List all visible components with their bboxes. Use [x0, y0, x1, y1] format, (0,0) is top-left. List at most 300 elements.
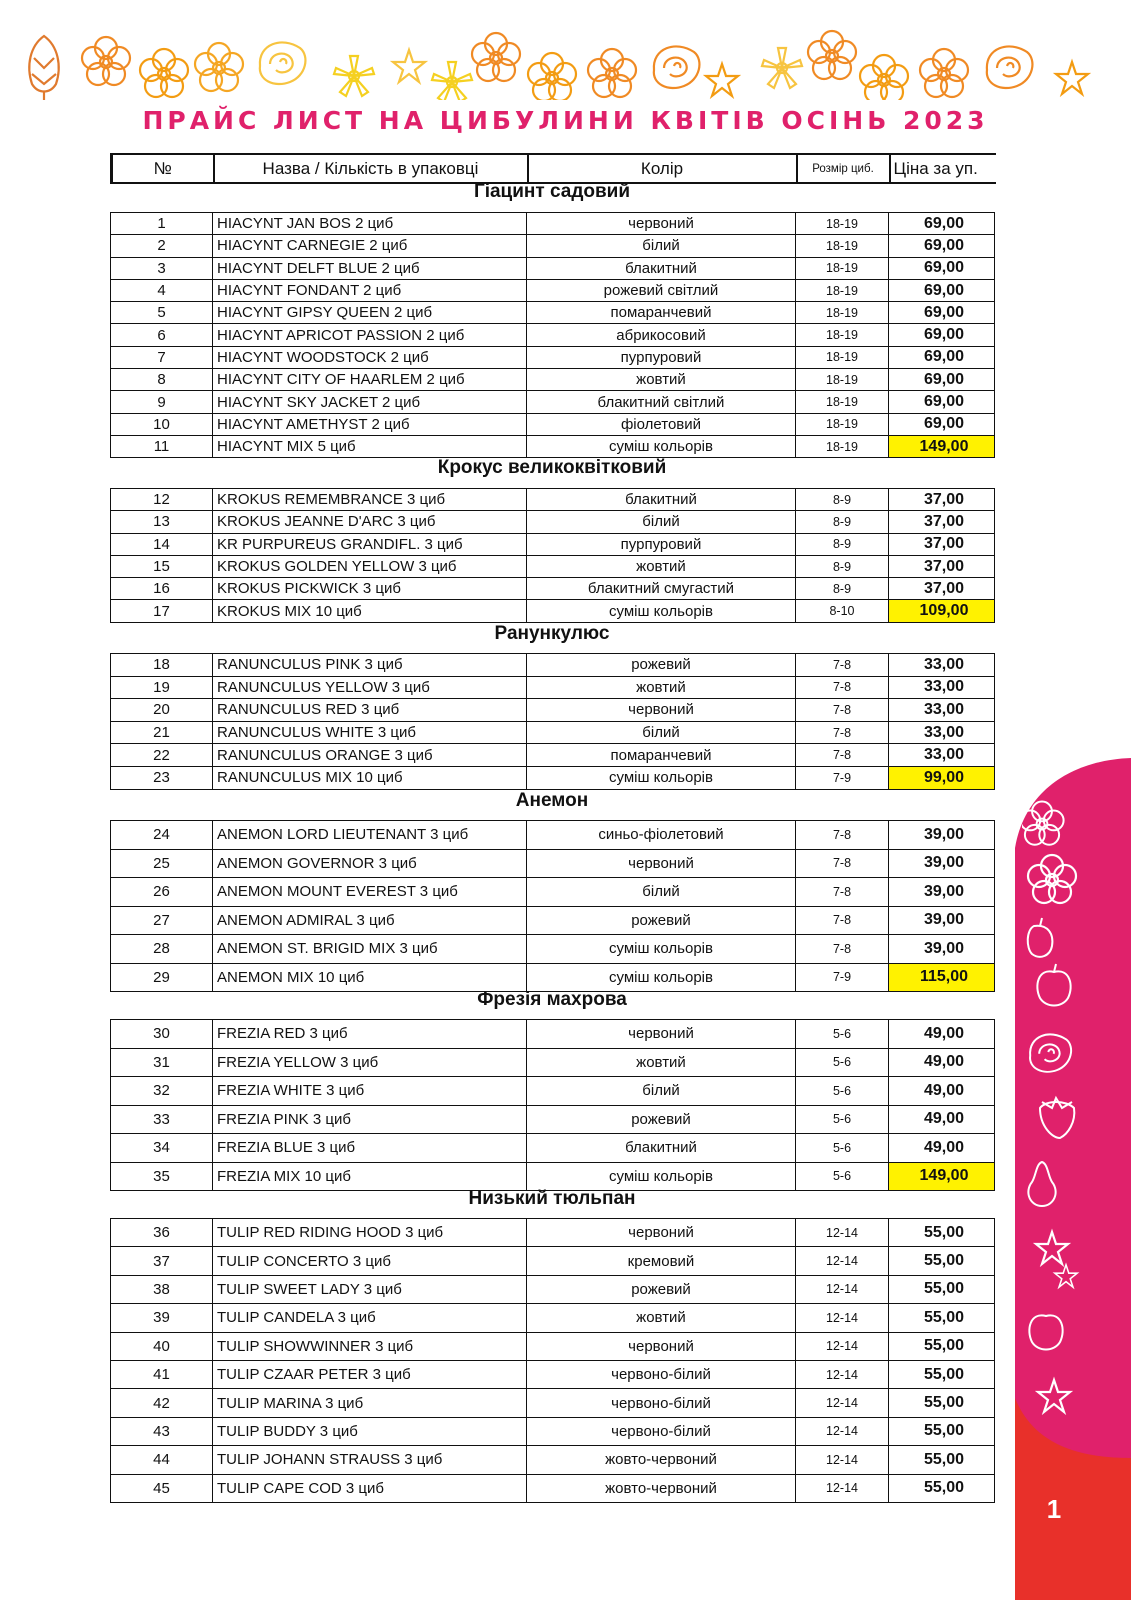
row-size: 18-19: [796, 324, 889, 346]
row-size: 12-14: [796, 1219, 889, 1247]
row-price: 39,00: [889, 821, 995, 850]
row-num: 28: [111, 935, 213, 964]
row-price: 37,00: [889, 533, 995, 555]
row-size: 8-9: [796, 578, 889, 600]
table-row: [111, 676, 995, 699]
row-price: 37,00: [889, 511, 995, 533]
section-title: Крокус великоквітковий: [437, 457, 667, 478]
table-row: [111, 391, 995, 413]
row-size: 5-6: [796, 1048, 889, 1077]
row-price-highlight: 115,00: [889, 963, 995, 992]
table-row: [111, 1275, 995, 1303]
row-size: 12-14: [796, 1389, 889, 1417]
row-color: білий: [527, 878, 796, 907]
flower-border: [14, 22, 1114, 100]
table-row: [111, 878, 995, 907]
row-name: TULIP BUDDY 3 циб: [213, 1417, 527, 1445]
row-name: KROKUS PICKWICK 3 циб: [213, 578, 527, 600]
row-size: 5-6: [796, 1077, 889, 1106]
row-color: суміш кольорів: [527, 600, 796, 622]
row-color: червоний: [527, 1219, 796, 1247]
row-name: RANUNCULUS ORANGE 3 циб: [213, 744, 527, 767]
row-color: жовтий: [527, 555, 796, 577]
row-name: FREZIA WHITE 3 циб: [213, 1077, 527, 1106]
row-color: червоний: [527, 1332, 796, 1360]
section-title: Анемон: [515, 790, 589, 811]
row-name: HIACYNT CITY OF HAARLEM 2 циб: [213, 369, 527, 391]
row-name: TULIP JOHANN STRAUSS 3 циб: [213, 1446, 527, 1474]
row-name: KROKUS GOLDEN YELLOW 3 циб: [213, 555, 527, 577]
row-color: блакитний: [527, 1134, 796, 1163]
row-name: RANUNCULUS RED 3 циб: [213, 699, 527, 722]
header-price: Ціна за уп.: [890, 154, 996, 183]
row-name: ANEMON LORD LIEUTENANT 3 циб: [213, 821, 527, 850]
flower-icon: [82, 37, 130, 85]
row-size: 18-19: [796, 235, 889, 257]
row-num: 45: [111, 1474, 213, 1502]
row-name: ANEMON ST. BRIGID MIX 3 циб: [213, 935, 527, 964]
row-color: абрикосовий: [527, 324, 796, 346]
rose-icon: [1030, 1034, 1071, 1071]
table-row: [111, 302, 995, 324]
row-color: червоний: [527, 1020, 796, 1049]
table-row: [111, 849, 995, 878]
table-row: [111, 578, 995, 600]
row-name: HIACYNT JAN BOS 2 циб: [213, 213, 527, 235]
daffodil-icon: [762, 48, 802, 88]
row-price: 33,00: [889, 676, 995, 699]
header-color: Колір: [528, 154, 797, 183]
table-row: [111, 555, 995, 577]
row-name: FREZIA YELLOW 3 циб: [213, 1048, 527, 1077]
row-color: блакитний: [527, 489, 796, 511]
row-num: 29: [111, 963, 213, 992]
row-price: 39,00: [889, 849, 995, 878]
table-row: [111, 654, 995, 677]
table-row: [111, 1077, 995, 1106]
row-num: 30: [111, 1020, 213, 1049]
row-color: суміш кольорів: [527, 435, 796, 457]
rose-icon: [260, 42, 306, 84]
peony-icon: [920, 49, 968, 97]
row-price: 55,00: [889, 1304, 995, 1332]
row-price: 69,00: [889, 279, 995, 301]
row-num: 40: [111, 1332, 213, 1360]
row-color: помаранчевий: [527, 302, 796, 324]
table-row: [111, 1332, 995, 1360]
row-name: KR PURPUREUS GRANDIFL. 3 циб: [213, 533, 527, 555]
row-color: рожевий: [527, 654, 796, 677]
row-price: 33,00: [889, 744, 995, 767]
lily-icon: [1038, 1380, 1070, 1412]
row-size: 18-19: [796, 213, 889, 235]
row-price: 55,00: [889, 1332, 995, 1360]
row-size: 8-9: [796, 533, 889, 555]
row-size: 7-8: [796, 935, 889, 964]
table-row: [111, 511, 995, 533]
row-color: жовтий: [527, 1048, 796, 1077]
row-num: 44: [111, 1446, 213, 1474]
table-row: [111, 324, 995, 346]
row-color: червоно-білий: [527, 1389, 796, 1417]
table-row: [111, 1162, 995, 1191]
row-num: 38: [111, 1275, 213, 1303]
row-color: жовто-червоний: [527, 1474, 796, 1502]
row-size: 5-6: [796, 1162, 889, 1191]
row-price: 55,00: [889, 1275, 995, 1303]
row-num: 42: [111, 1389, 213, 1417]
row-num: 37: [111, 1247, 213, 1275]
hibiscus-icon: [1028, 855, 1076, 903]
row-size: 18-19: [796, 346, 889, 368]
row-color: білий: [527, 721, 796, 744]
row-size: 7-8: [796, 906, 889, 935]
price-table: [110, 1218, 995, 1503]
row-price: 55,00: [889, 1389, 995, 1417]
row-size: 18-19: [796, 369, 889, 391]
row-name: FREZIA BLUE 3 циб: [213, 1134, 527, 1163]
row-color: червоний: [527, 699, 796, 722]
row-color: суміш кольорів: [527, 766, 796, 789]
row-size: 5-6: [796, 1105, 889, 1134]
row-num: 10: [111, 413, 213, 435]
price-table: [110, 820, 995, 992]
row-num: 31: [111, 1048, 213, 1077]
row-size: 8-9: [796, 511, 889, 533]
row-name: TULIP CONCERTO 3 циб: [213, 1247, 527, 1275]
side-decoration: [1022, 800, 1092, 1440]
rose-icon: [987, 46, 1033, 88]
row-size: 7-9: [796, 963, 889, 992]
row-color: суміш кольорів: [527, 935, 796, 964]
row-color: червоно-білий: [527, 1360, 796, 1388]
row-num: 3: [111, 257, 213, 279]
row-num: 23: [111, 766, 213, 789]
row-color: червоний: [527, 213, 796, 235]
row-name: RANUNCULUS YELLOW 3 циб: [213, 676, 527, 699]
header-name: Назва / Кількість в упаковці: [214, 154, 528, 183]
row-num: 4: [111, 279, 213, 301]
row-size: 7-8: [796, 721, 889, 744]
section-title: Фрезія махрова: [477, 989, 627, 1010]
row-name: RANUNCULUS MIX 10 циб: [213, 766, 527, 789]
row-num: 41: [111, 1360, 213, 1388]
column-header: [110, 153, 996, 184]
row-size: 18-19: [796, 413, 889, 435]
table-row: [111, 1304, 995, 1332]
table-row: [111, 346, 995, 368]
row-name: FREZIA RED 3 циб: [213, 1020, 527, 1049]
row-num: 33: [111, 1105, 213, 1134]
row-color: жовто-червоний: [527, 1446, 796, 1474]
row-size: 5-6: [796, 1134, 889, 1163]
table-row: [111, 1474, 995, 1502]
row-num: 36: [111, 1219, 213, 1247]
row-color: блакитний смугастий: [527, 578, 796, 600]
row-size: 7-8: [796, 849, 889, 878]
row-name: ANEMON MOUNT EVEREST 3 циб: [213, 878, 527, 907]
peony-icon: [588, 49, 636, 97]
row-name: TULIP SHOWWINNER 3 циб: [213, 1332, 527, 1360]
section-title: Ранункулюс: [494, 623, 610, 644]
row-color: пурпуровий: [527, 533, 796, 555]
artichoke-icon: [29, 36, 58, 100]
price-table: [110, 212, 995, 458]
row-name: HIACYNT SKY JACKET 2 циб: [213, 391, 527, 413]
row-size: 8-9: [796, 555, 889, 577]
row-color: жовтий: [527, 369, 796, 391]
row-color: білий: [527, 235, 796, 257]
row-name: HIACYNT GIPSY QUEEN 2 циб: [213, 302, 527, 324]
row-price: 49,00: [889, 1134, 995, 1163]
row-size: 18-19: [796, 257, 889, 279]
table-row: [111, 257, 995, 279]
row-name: ANEMON ADMIRAL 3 циб: [213, 906, 527, 935]
row-num: 43: [111, 1417, 213, 1445]
row-name: TULIP CANDELA 3 циб: [213, 1304, 527, 1332]
row-size: 12-14: [796, 1332, 889, 1360]
row-color: помаранчевий: [527, 744, 796, 767]
row-name: TULIP RED RIDING HOOD 3 циб: [213, 1219, 527, 1247]
row-size: 8-10: [796, 600, 889, 622]
row-price-highlight: 109,00: [889, 600, 995, 622]
table-row: [111, 906, 995, 935]
row-size: 7-8: [796, 821, 889, 850]
row-price: 69,00: [889, 324, 995, 346]
table-row: [111, 235, 995, 257]
row-price: 69,00: [889, 413, 995, 435]
row-size: 12-14: [796, 1360, 889, 1388]
header-num: №: [112, 154, 214, 183]
header-size: Розмір циб.: [797, 154, 890, 183]
daffodil-icon: [334, 56, 374, 96]
row-color: жовтий: [527, 1304, 796, 1332]
row-num: 8: [111, 369, 213, 391]
table-row: [111, 963, 995, 992]
row-num: 32: [111, 1077, 213, 1106]
row-price: 39,00: [889, 878, 995, 907]
row-color: блакитний світлий: [527, 391, 796, 413]
row-size: 18-19: [796, 302, 889, 324]
table-row: [111, 699, 995, 722]
row-size: 18-19: [796, 435, 889, 457]
pepper-icon: [1028, 918, 1053, 957]
row-num: 11: [111, 435, 213, 457]
row-color: червоний: [527, 849, 796, 878]
row-color: фіолетовий: [527, 413, 796, 435]
row-name: HIACYNT APRICOT PASSION 2 циб: [213, 324, 527, 346]
table-row: [111, 1020, 995, 1049]
hibiscus-icon: [860, 55, 908, 100]
row-price: 69,00: [889, 257, 995, 279]
row-price-highlight: 149,00: [889, 435, 995, 457]
row-num: 26: [111, 878, 213, 907]
row-size: 7-8: [796, 878, 889, 907]
table-row: [111, 721, 995, 744]
row-num: 34: [111, 1134, 213, 1163]
table-row: [111, 766, 995, 789]
table-row: [111, 1360, 995, 1388]
page-number: 1: [1046, 1494, 1062, 1524]
apple-icon: [1037, 964, 1070, 1006]
row-size: 7-8: [796, 654, 889, 677]
camellia-icon: [472, 33, 520, 81]
row-price: 69,00: [889, 235, 995, 257]
table-row: [111, 213, 995, 235]
row-name: HIACYNT FONDANT 2 циб: [213, 279, 527, 301]
row-price: 69,00: [889, 369, 995, 391]
row-name: HIACYNT MIX 5 циб: [213, 435, 527, 457]
row-size: 12-14: [796, 1304, 889, 1332]
row-size: 12-14: [796, 1275, 889, 1303]
row-size: 18-19: [796, 391, 889, 413]
row-num: 20: [111, 699, 213, 722]
lily-icon: [393, 50, 425, 82]
table-row: [111, 369, 995, 391]
camellia-icon: [808, 31, 856, 79]
row-name: TULIP MARINA 3 циб: [213, 1389, 527, 1417]
row-size: 12-14: [796, 1446, 889, 1474]
row-size: 8-9: [796, 489, 889, 511]
row-color: суміш кольорів: [527, 963, 796, 992]
page-title: ПРАЙС ЛИСТ НА ЦИБУЛИНИ КВІТІВ ОСІНЬ 2023: [142, 106, 989, 135]
row-price: 37,00: [889, 578, 995, 600]
rose-icon: [654, 46, 700, 88]
row-num: 17: [111, 600, 213, 622]
table-row: [111, 600, 995, 622]
row-color: червоно-білий: [527, 1417, 796, 1445]
row-color: суміш кольорів: [527, 1162, 796, 1191]
table-row: [111, 489, 995, 511]
row-color: рожевий: [527, 1275, 796, 1303]
row-price: 39,00: [889, 906, 995, 935]
row-num: 2: [111, 235, 213, 257]
table-row: [111, 279, 995, 301]
row-size: 7-8: [796, 676, 889, 699]
table-row: [111, 435, 995, 457]
row-price: 49,00: [889, 1020, 995, 1049]
row-price: 33,00: [889, 721, 995, 744]
row-size: 12-14: [796, 1247, 889, 1275]
row-color: рожевий: [527, 906, 796, 935]
row-price: 55,00: [889, 1417, 995, 1445]
table-row: [111, 821, 995, 850]
lily-icon: [1056, 62, 1088, 94]
table-row: [111, 533, 995, 555]
row-price: 69,00: [889, 213, 995, 235]
row-name: TULIP SWEET LADY 3 циб: [213, 1275, 527, 1303]
table-row: [111, 744, 995, 767]
row-name: KROKUS REMEMBRANCE 3 циб: [213, 489, 527, 511]
hibiscus-icon: [140, 49, 188, 97]
table-row: [111, 1105, 995, 1134]
table-row: [111, 1389, 995, 1417]
row-size: 7-9: [796, 766, 889, 789]
camellia-icon: [1022, 802, 1064, 845]
flower-icon: [432, 62, 472, 100]
row-num: 22: [111, 744, 213, 767]
row-num: 19: [111, 676, 213, 699]
table-row: [111, 1219, 995, 1247]
row-name: FREZIA PINK 3 циб: [213, 1105, 527, 1134]
row-num: 15: [111, 555, 213, 577]
table-row: [111, 1247, 995, 1275]
table-row: [111, 1134, 995, 1163]
row-color: синьо-фіолетовий: [527, 821, 796, 850]
row-num: 1: [111, 213, 213, 235]
row-size: 12-14: [796, 1474, 889, 1502]
row-price: 55,00: [889, 1219, 995, 1247]
row-price: 49,00: [889, 1077, 995, 1106]
pear-icon: [1028, 1162, 1055, 1206]
row-name: ANEMON GOVERNOR 3 циб: [213, 849, 527, 878]
price-table: [110, 653, 995, 790]
row-color: білий: [527, 1077, 796, 1106]
row-price: 69,00: [889, 391, 995, 413]
row-num: 27: [111, 906, 213, 935]
row-color: кремовий: [527, 1247, 796, 1275]
row-name: KROKUS JEANNE D'ARC 3 циб: [213, 511, 527, 533]
row-num: 39: [111, 1304, 213, 1332]
row-price: 37,00: [889, 489, 995, 511]
row-color: жовтий: [527, 676, 796, 699]
row-name: HIACYNT CARNEGIE 2 циб: [213, 235, 527, 257]
row-color: рожевий: [527, 1105, 796, 1134]
row-name: RANUNCULUS WHITE 3 циб: [213, 721, 527, 744]
row-size: 7-8: [796, 699, 889, 722]
row-num: 9: [111, 391, 213, 413]
row-num: 16: [111, 578, 213, 600]
row-price: 69,00: [889, 302, 995, 324]
table-row: [111, 1446, 995, 1474]
row-name: ANEMON MIX 10 циб: [213, 963, 527, 992]
row-price: 69,00: [889, 346, 995, 368]
camellia-icon: [195, 43, 243, 91]
row-num: 18: [111, 654, 213, 677]
row-size: 5-6: [796, 1020, 889, 1049]
row-price: 49,00: [889, 1048, 995, 1077]
daisy-icon: [1036, 1232, 1068, 1264]
row-price: 37,00: [889, 555, 995, 577]
row-num: 21: [111, 721, 213, 744]
row-size: 18-19: [796, 279, 889, 301]
daisy-icon: [1055, 1265, 1077, 1287]
row-price: 55,00: [889, 1446, 995, 1474]
row-num: 12: [111, 489, 213, 511]
row-name: HIACYNT AMETHYST 2 циб: [213, 413, 527, 435]
table-row: [111, 935, 995, 964]
price-table: [110, 488, 995, 623]
row-price: 55,00: [889, 1474, 995, 1502]
row-size: 7-8: [796, 744, 889, 767]
row-num: 35: [111, 1162, 213, 1191]
row-num: 14: [111, 533, 213, 555]
lily-icon: [706, 64, 738, 96]
row-name: RANUNCULUS PINK 3 циб: [213, 654, 527, 677]
row-price: 39,00: [889, 935, 995, 964]
row-num: 5: [111, 302, 213, 324]
row-price: 33,00: [889, 654, 995, 677]
table-row: [111, 1417, 995, 1445]
section-title: Гіацинт садовий: [473, 181, 631, 202]
row-color: блакитний: [527, 257, 796, 279]
table-row: [111, 413, 995, 435]
row-num: 24: [111, 821, 213, 850]
row-name: HIACYNT DELFT BLUE 2 циб: [213, 257, 527, 279]
table-row: [111, 1048, 995, 1077]
price-table: [110, 1019, 995, 1191]
row-num: 6: [111, 324, 213, 346]
